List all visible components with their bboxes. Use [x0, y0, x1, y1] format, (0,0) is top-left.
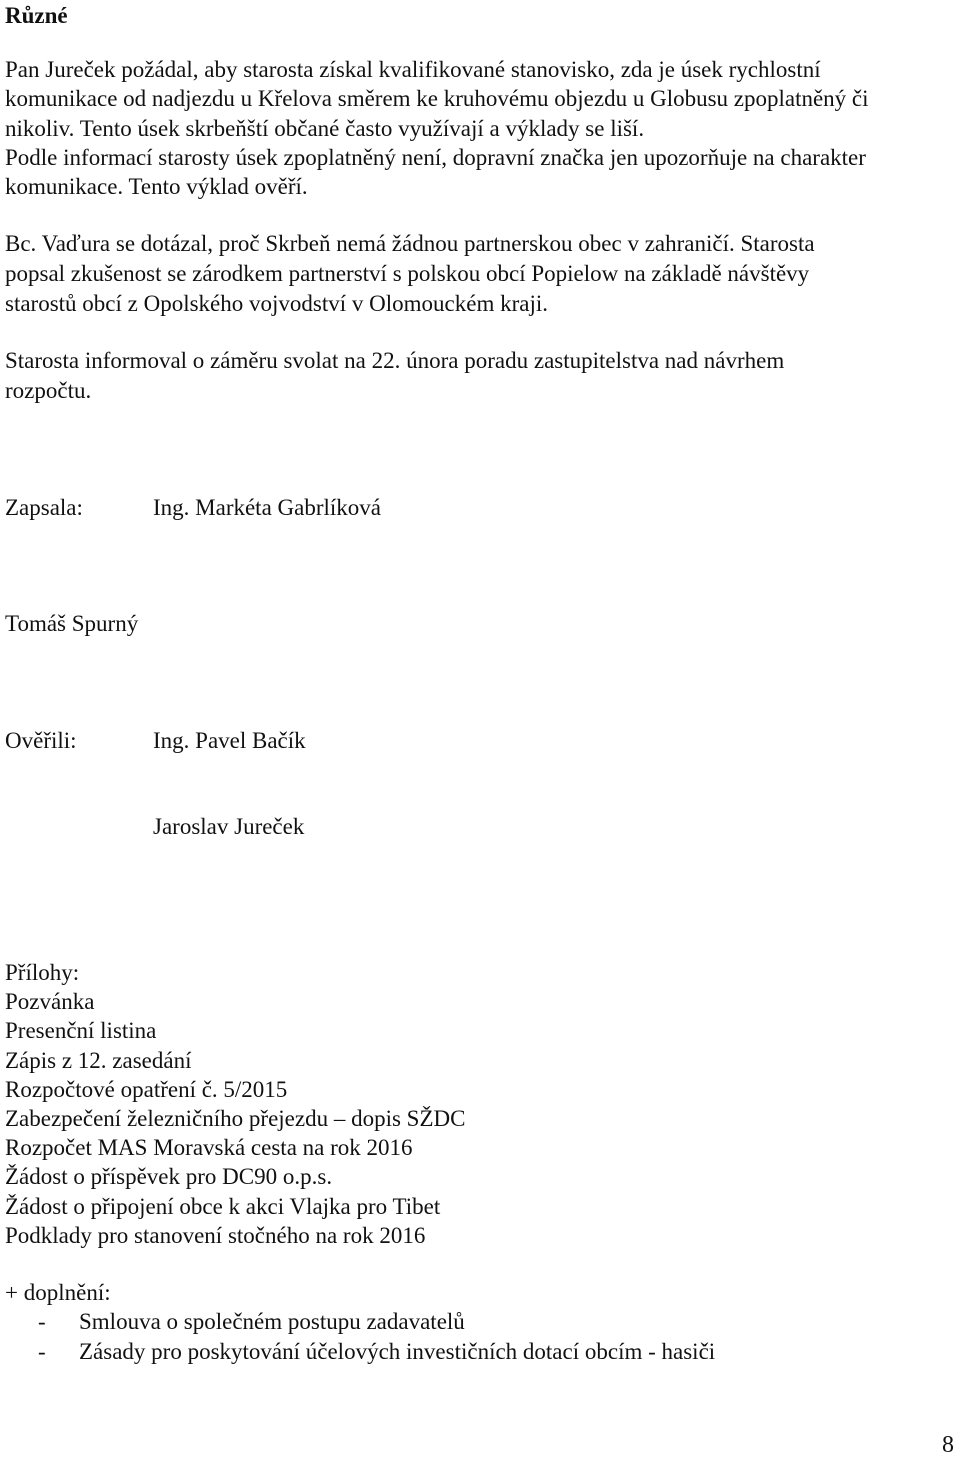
attachment-item: Zabezpečení železničního přejezdu – dopis SŽDC — [5, 1105, 466, 1131]
bullet-dash: - — [38, 1339, 46, 1364]
recorded-by-label: Zapsala: — [5, 495, 83, 520]
supplement-item-text: Smlouva o společném postupu zadavatelů — [79, 1309, 465, 1334]
verifier-name: Ing. Pavel Bačík — [153, 728, 306, 753]
paragraph-budget-meeting — [5, 346, 950, 406]
paragraph-line: Bc. Vaďura se dotázal, proč Skrbeň nemá žádnou partnerskou obec v zahraničí. Starosta — [5, 231, 815, 256]
attachment-item: Pozvánka — [5, 989, 95, 1015]
attachment-item: Presenční listina — [5, 1018, 157, 1044]
paragraph-line: Podle informací starosty úsek zpoplatněný není, dopravní značka jen upozorňuje na charakter — [5, 144, 866, 170]
paragraph-line: popsal zkušenost se zárodkem partnerství s polskou obcí Popielow na základě návštěvy — [5, 261, 810, 286]
attachment-item: Podklady pro stanovení stočného na rok 2016 — [5, 1222, 426, 1248]
paragraph-line: nikoliv. Tento úsek skrbeňští občané často využívají a výklady se liší. — [5, 115, 645, 141]
attachment-item: Žádost o příspěvek pro DC90 o.p.s. — [5, 1164, 333, 1190]
attachments-label: Přílohy: — [5, 960, 80, 985]
verifier-name: Jaroslav Jureček — [153, 814, 305, 839]
page-number: 8 — [942, 1432, 954, 1458]
attachment-item: Rozpočtové opatření č. 5/2015 — [5, 1076, 288, 1102]
supplement-item — [5, 1337, 905, 1367]
paragraph-line: komunikace. Tento výklad ověří. — [5, 174, 308, 200]
attachment-item: Zápis z 12. zasedání — [5, 1047, 192, 1073]
supplement-item-text: Zásady pro poskytování účelových investičních dotací obcím - hasiči — [79, 1339, 716, 1364]
attachment-item: Žádost o připojení obce k akci Vlajka pro Tibet — [5, 1193, 441, 1219]
section-heading: Různé — [5, 3, 68, 28]
attachments-list — [5, 958, 465, 1250]
verified-by-label: Ověřili: — [5, 728, 77, 753]
attachment-item: Rozpočet MAS Moravská cesta na rok 2016 — [5, 1135, 413, 1161]
paragraph-partner-village — [5, 229, 950, 319]
paragraph-line: rozpočtu. — [5, 378, 92, 403]
paragraph-line: Starosta informoval o záměru svolat na 22. února poradu zastupitelstva nad návrhem — [5, 348, 785, 373]
paragraph-toll-road — [5, 55, 950, 201]
mayor-name: Tomáš Spurný — [5, 611, 139, 636]
paragraph-line: starostů obcí z Opolského vojvodství v Olomouckém kraji. — [5, 291, 548, 316]
supplement-item — [5, 1307, 905, 1337]
bullet-dash: - — [38, 1309, 46, 1334]
paragraph-line: Pan Jureček požádal, aby starosta získal kvalifikované stanovisko, zda je úsek rychlostní — [5, 57, 821, 82]
recorded-by-name: Ing. Markéta Gabrlíková — [153, 495, 382, 520]
supplement-label: + doplnění: — [5, 1280, 111, 1305]
paragraph-line: komunikace od nadjezdu u Křelova směrem ke kruhovému objezdu u Globusu zpoplatněný či — [5, 86, 869, 112]
